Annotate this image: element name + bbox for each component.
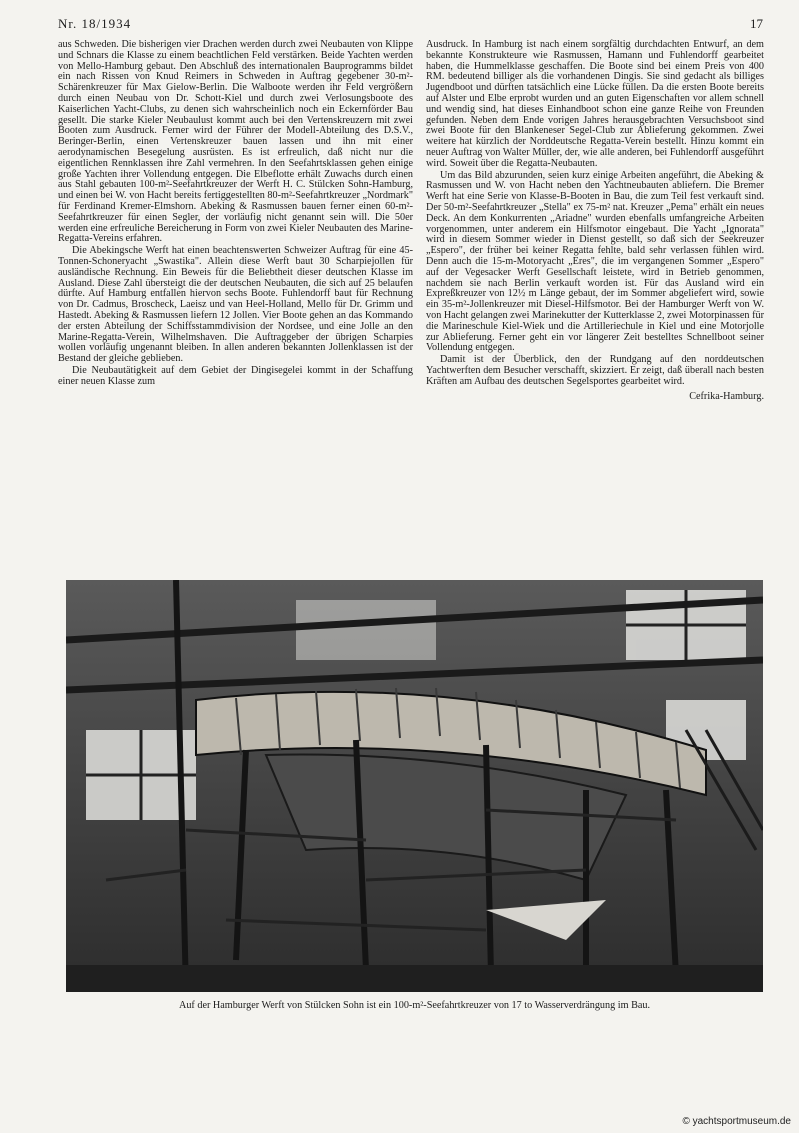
paragraph: Ausdruck. In Hamburg ist nach einem sorgfältig durchdachten Entwurf, an dem bekannte Konstrukteure wie Rasmussen, Hamann und Fuhlendorff gearbeitet haben, die Hummelklasse geschaffen. Die Boote sind bei einem Preis von 400 RM. bedeutend billiger als die vorhandenen Dingis. Sie sind gedacht als billiges Jugendboot und dürften tatsächlich eine Lücke füllen. Da die ersten Boote bereits auf Alster und Elbe erprobt wurden und an guten Eigenschaften vor allem schnell und wendig sind, hat dieses Einhandboot schon eine ganze Reihe von Freunden gefunden. Neben dem Ende vorigen Jahres herausgebrachten Versuchsboot sind zwei Boote für den Blankeneser Segel-Club zur Ablieferung gekommen. Zwei weitere hat kürzlich der Norddeutsche Regatta-Verein bestellt. Hinzu kommt ein neuer Auftrag von Walter Müller, der, wie alle anderen, bei Fuhlendorff ausgeführt wird. Soweit über die Regatta-Neubauten. [426,39,764,169]
left-column [58,40,413,389]
page-header [58,16,763,36]
watermark: © yachtsportmuseum.de [682,1116,791,1127]
paragraph: aus Schweden. Die bisherigen vier Drachen werden durch zwei Neubauten von Klippe und Schnars die Klasse zu einem beachtlichen Feld verstärken. Beide Yachten werden von Mello-Hamburg gebaut. Den Abschluß des internationalen Bauprogramms bildet ein nach Rissen von Knud Reimers in Schweden in Auftrag gegebener 30-m²-Schärenkreuzer für Max Gielow-Berlin. Die Walboote werden ihr Feld vergrößern durch einen Neubau von Dr. Schott-Kiel und durch zwei Verlosungsboote des Kaiserlichen Yacht-Clubs, zu denen sich wahrscheinlich noch ein Eckernförder Bau gesellt. Die starke Kieler Neubaulust kommt auch bei den Vertenskreuzern mit zwei Booten zum Ausdruck. Ferner wird der Führer der Modell-Abteilung des D.S.V., Beringer-Berlin, einen Vertenskreuzer bauen lassen und ihn mit einer aerodynamischen Besegelung ausrüsten. Es ist erfreulich, daß nicht nur die eigentlichen Rennklassen ihre Zahl vermehren. In den Seefahrtsklassen gehen einige große Yachten ihrer Vollendung entgegen. Die Elbeflotte erhält Zuwachs durch einen aus Stahl gebauten 100-m²-Seefahrtkreuzer der Werft H. C. Stülcken Sohn-Hamburg, und einen bei W. von Hacht bereits fertiggestellten 80-m²-Seefahrtkreuzer „Nordmark" für Ferdinand Kremer-Elmshorn. Abeking & Rasmussen bauen ferner einen 60-m²-Seefahrtkreuzer für einen Segler, der vorläufig nicht genannt sein will. Die 50er werden eine erfreuliche Bereicherung in Form von zwei Kieler Neubauten des Marine-Regatta-Vereins erfahren. [58,39,413,245]
right-column [426,40,764,403]
paragraph: Damit ist der Überblick, den der Rundgang auf den norddeutschen Yachtwerften dem Besucher verschafft, skizziert. Er zeigt, daß überall nach besten Kräften am Aufbau des deutschen Segelsportes gearbeitet wird. [426,354,764,387]
paragraph: Die Abekingsche Werft hat einen beachtenswerten Schweizer Auftrag für eine 45-Tonnen-Schoneryacht „Swastika". Allein diese Werft baut 30 Scharpiejollen für ausländische Rechnung. Ein Beweis für die Beliebtheit dieser deutschen Klasse im Ausland. Diese Zahl übersteigt die der deutschen Neubauten, die sich auf 25 belaufen dürfte. Auf Hamburg entfallen hiervon sechs Boote. Fuhlendorff baut für Rechnung von Dr. Cadmus, Broscheck, Laeisz und van Heel-Holland, Mello für Dr. Grimm und Hastedt. Abeking & Rasmussen liefern 12 Jollen. Vier Boote gehen an das Kommando der ersten Abteilung der Schiffsstammdivision der Nordsee, und eine Jolle an den Marine-Regatta-Verein, Wilhelmshaven. Die Auftraggeber der übrigen Scharpies wollen vorläufig ungenannt bleiben. In allen anderen bekannten Jollenklassen ist der Bestand der gleiche geblieben. [58,245,413,365]
paragraph: Um das Bild abzurunden, seien kurz einige Arbeiten angeführt, die Abeking & Rasmussen und W. von Hacht neben den Yachtneubauten abliefern. Die Bremer Werft hat eine Serie von Klasse-B-Booten in Bau, die zum Teil fest verkauft sind. Der 50-m²-Seefahrtkreuzer „Stella" ex 75-m² nat. Kreuzer „Pema" erhält ein neues Deck. An dem Konkurrenten „Ariadne" wurden ebenfalls umfangreiche Arbeiten vorgenommen, unter anderem ein Hilfsmotor eingebaut. Die Yacht „Ignorata" wird in diesem Sommer wieder in Dienst gestellt, so daß sich der Seekreuzer „Espero", der früher bei keiner Regatta fehlte, bald sehr verlassen fühlen wird. Denn auch die 15-m-Motoryacht „Eres", die im vergangenen Sommer „Espero" auf der Vegesacker Werft Gesellschaft leistete, wird in Betrieb genommen, nachdem sie nach Berlin verkauft worden ist. Für das Ausland wird ein Expreßkreuzer von 12½ m Länge gebaut, der im Sommer abgeliefert wird, sowie ein 35-m²-Jollenkreuzer mit Diesel-Hilfsmotor. Bei der Hamburger Werft von W. von Hacht gelangen zwei Marinekutter der Kutterklasse 2, zwei Motorpinassen für die Marineschule Kiel-Wiek und die Artilleriechule in Kiel und eine Motorjolle zur Ablieferung. Ferner geht ein vor längerer Zeit bestelltes Schnellboot seiner Vollendung entgegen. [426,169,764,354]
photo-caption: Auf der Hamburger Werft von Stülcken Sohn ist ein 100-m²-Seefahrtkreuzer von 17 to Wasserverdrängung im Bau. [178,1000,651,1011]
photo-credit: Cefrika-Hamburg. [689,390,764,402]
page-number: 17 [750,16,763,31]
issue-number: Nr. 18/1934 [58,16,132,31]
shipyard-photo [66,580,763,992]
paragraph: Die Neubautätigkeit auf dem Gebiet der Dingisegelei kommt in der Schaffung einer neuen Klasse zum [58,364,413,387]
shipyard-photo-illustration [66,580,763,992]
